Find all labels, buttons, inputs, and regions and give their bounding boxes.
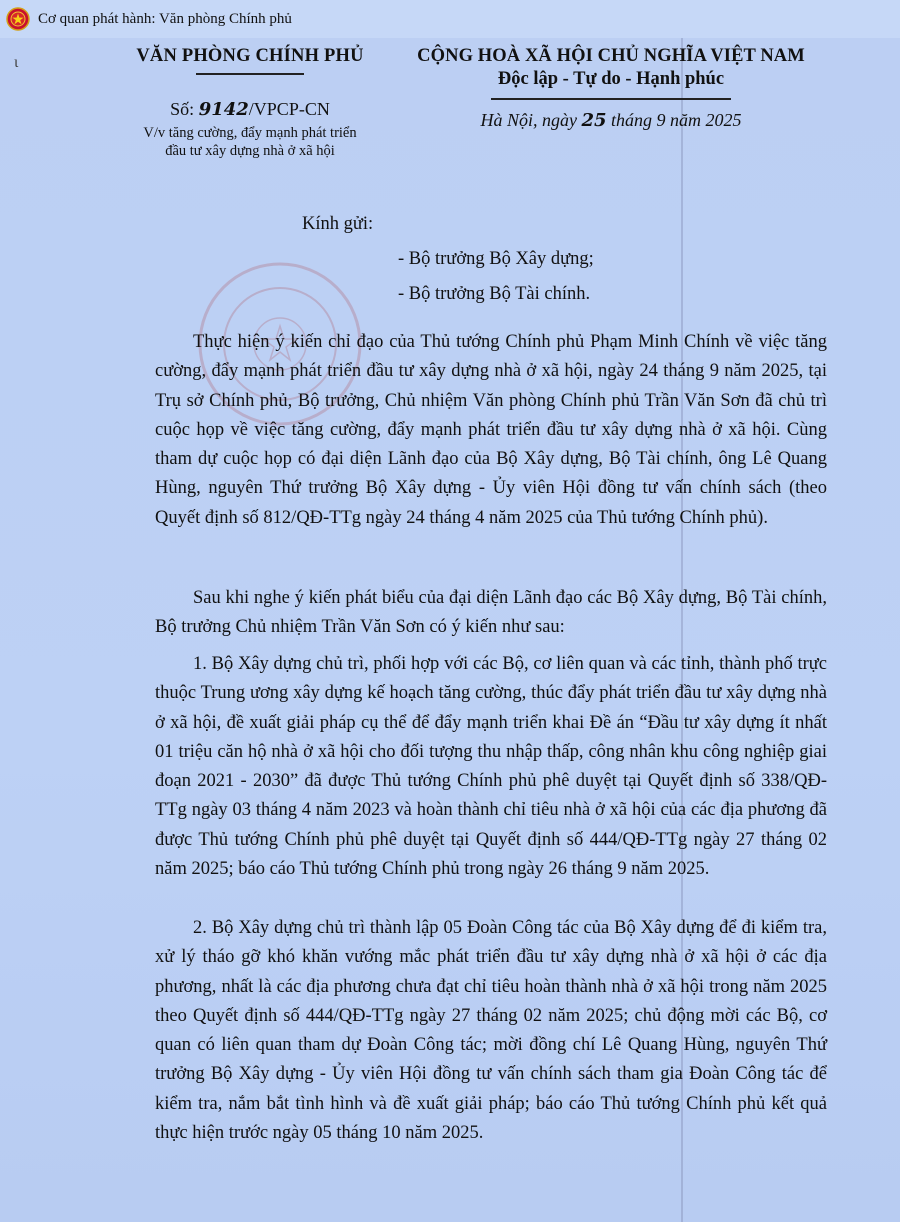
salutation: Kính gửi: [302, 214, 374, 234]
body-paragraph: Thực hiện ý kiến chỉ đạo của Thủ tướng Chính phủ Phạm Minh Chính về việc tăng cường, đẩy mạnh phát triển đầu tư xây dựng nhà ở xã hội, ngày 24 tháng 9 năm 2025, tại Trụ sở Chính phủ, Bộ trưởng, Chủ nhiệm Văn phòng Chính phủ Trần Văn Sơn đã chủ trì cuộc họp về việc tăng cường, đẩy mạnh phát triển đầu tư xây dựng nhà ở xã hội. Cùng tham dự cuộc họp có đại diện Lãnh đạo của Bộ Xây dựng, Bộ Tài chính, ông Lê Quang Hùng, nguyên Thứ trưởng Bộ Xây dựng - Ủy viên Hội đồng tư vấn chính sách (theo Quyết định số 812/QĐ-TTg ngày 24 tháng 4 năm 2025 của Thủ tướng Chính phủ). [155, 332, 827, 528]
nation-name: CỘNG HOÀ XÃ HỘI CHỦ NGHĨA VIỆT NAM [417, 46, 805, 66]
body-paragraph: Sau khi nghe ý kiến phát biểu của đại diện Lãnh đạo các Bộ Xây dựng, Bộ Tài chính, Bộ trưởng Chủ nhiệm Trần Văn Sơn có ý kiến như sau: [155, 588, 827, 638]
national-header [398, 46, 824, 131]
national-emblem-icon [6, 7, 30, 31]
motto-underline [491, 98, 731, 100]
issuer-label: Cơ quan phát hành: Văn phòng Chính phủ [38, 10, 292, 27]
margin-mark: ι [14, 54, 19, 71]
recipient-item: - Bộ trưởng Bộ Xây dựng; [398, 249, 594, 269]
recipient-item: - Bộ trưởng Bộ Tài chính. [398, 284, 591, 304]
subject-line: V/v tăng cường, đẩy mạnh phát triển đầu tư xây dựng nhà ở xã hội [143, 124, 357, 159]
handwritten-day: 25 [581, 109, 607, 131]
reference-number: Số: 9142/VPCP-CN [170, 98, 330, 120]
body-paragraph: 2. Bộ Xây dựng chủ trì thành lập 05 Đoàn Công tác của Bộ Xây dựng để đi kiểm tra, xử lý tháo gỡ khó khăn vướng mắc phát triển đầu tư xây dựng nhà ở xã hội ở các địa phương, nhất là các địa phương chưa đạt chỉ tiêu hoàn thành nhà ở xã hội trong năm 2025 theo Quyết định số 444/QĐ-TTg ngày 27 tháng 02 năm 2025; chủ động mời các Bộ, cơ quan có liên quan tham dự Đoàn Công tác; mời đồng chí Lê Quang Hùng, nguyên Thứ trưởng Bộ Xây dựng - Ủy viên Hội đồng tư vấn chính sách tham gia Đoàn Công tác để kiểm tra, nắm bắt tình hình và đề xuất giải pháp; báo cáo Thủ tướng Chính phủ kết quả thực hiện trước ngày 05 tháng 10 năm 2025. [155, 918, 827, 1144]
agency-name: VĂN PHÒNG CHÍNH PHỦ [136, 46, 364, 66]
document-page [0, 38, 900, 1222]
body-paragraph: 1. Bộ Xây dựng chủ trì, phối hợp với các Bộ, cơ liên quan và các tỉnh, thành phố trực thuộc Trung ương xây dựng kế hoạch tăng cường, thúc đẩy phát triển đầu tư xây dựng nhà ở xã hội, đề xuất giải pháp cụ thể để đẩy mạnh triển khai Đề án “Đầu tư xây dựng ít nhất 01 triệu căn hộ nhà ở xã hội cho đối tượng thu nhập thấp, công nhân khu công nghiệp giai đoạn 2021 - 2030” đã được Thủ tướng Chính phủ phê duyệt tại Quyết định số 338/QĐ-TTg ngày 03 tháng 4 năm 2023 và hoàn thành chỉ tiêu nhà ở xã hội của các địa phương đã được Thủ tướng Chính phủ phê duyệt tại Quyết định số 444/QĐ-TTg ngày 27 tháng 02 năm 2025; báo cáo Thủ tướng Chính phủ trong ngày 26 tháng 9 năm 2025. [155, 654, 827, 880]
agency-underline [196, 73, 304, 75]
handwritten-number: 9142 [198, 98, 249, 120]
national-motto: Độc lập - Tự do - Hạnh phúc [497, 69, 725, 89]
issuer-header [120, 46, 380, 160]
date-line: Hà Nội, ngày 25 tháng 9 năm 2025 [480, 109, 742, 131]
document-source-bar [0, 0, 900, 38]
